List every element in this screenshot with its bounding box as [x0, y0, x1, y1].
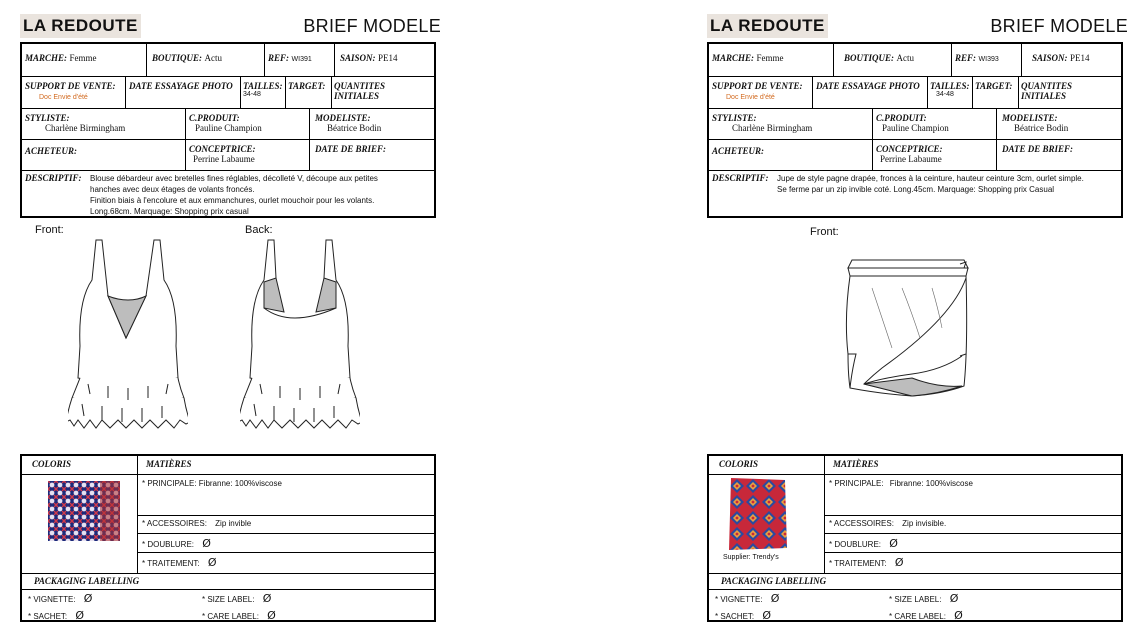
descriptif-line: Finition biais à l'encolure et aux emmanchures, ourlet mouchoir pour les volants. [90, 196, 375, 205]
traitement-value: Ø [207, 556, 217, 569]
traitement-label: * TRAITEMENT: [142, 559, 200, 568]
principale-label: * PRINCIPALE: [142, 479, 197, 488]
matieres-column [138, 456, 434, 573]
quantites-label: QUANTITES INITIALES [1021, 81, 1073, 101]
support-value: Doc Envie d'été [39, 94, 88, 101]
saison-value: PE14 [1070, 53, 1090, 63]
support-cell [709, 77, 813, 109]
target-label: TARGET: [975, 81, 1013, 91]
accessoires-row [829, 519, 946, 528]
modeliste-value: Béatrice Bodin [327, 123, 382, 133]
coloris-label: COLORIS [22, 456, 137, 475]
traitement-value: Ø [894, 556, 904, 569]
quantites-cell [1019, 77, 1121, 109]
accessoires-label: * ACCESSOIRES: [142, 519, 207, 528]
date-photo-cell [813, 77, 928, 109]
support-label: SUPPORT DE VENTE: [712, 81, 803, 91]
marche-value: Femme [756, 53, 784, 63]
descriptif-block [709, 171, 1121, 216]
boutique-cell [834, 44, 952, 77]
styliste-value: Charlène Birmingham [732, 123, 813, 133]
principale-row [829, 479, 973, 488]
conceptrice-cell [873, 140, 997, 171]
quantites-cell [332, 77, 434, 109]
front-label: Front: [810, 226, 839, 238]
care-label-value: Ø [267, 609, 276, 622]
traitement-row [142, 556, 217, 569]
conceptrice-cell [186, 140, 310, 171]
traitement-label: * TRAITEMENT: [829, 559, 887, 568]
coloris-label: COLORIS [709, 456, 824, 475]
principale-value: Fibranne: 100%viscose [198, 479, 282, 488]
brief-sheet-wi393 [707, 0, 1132, 642]
descriptif-label: DESCRIPTIF: [712, 173, 769, 183]
size-label-value: Ø [262, 592, 272, 605]
acheteur-cell [22, 140, 186, 171]
doublure-value: Ø [889, 537, 898, 550]
modeliste-label: MODELISTE: [315, 113, 371, 123]
materials-table [707, 454, 1123, 622]
cproduit-label: C.PRODUIT: [876, 113, 927, 123]
cproduit-cell [873, 109, 997, 140]
coloris-column [709, 456, 825, 573]
care-label-value: Ø [954, 609, 963, 622]
doublure-label: * DOUBLURE: [142, 540, 195, 549]
styliste-cell [709, 109, 873, 140]
date-brief-label: DATE DE BRIEF: [1002, 144, 1074, 154]
front-camisole-sketch [68, 238, 188, 438]
sachet-row [715, 609, 771, 622]
matieres-label: MATIÈRES [138, 456, 434, 475]
ref-label: REF: [268, 53, 290, 63]
coloris-column [22, 456, 138, 573]
quantites-label: QUANTITES INITIALES [334, 81, 386, 101]
accessoires-value: Zip invisible. [902, 519, 947, 528]
principale-row [142, 479, 282, 488]
doublure-row [829, 537, 898, 550]
tailles-cell [928, 77, 973, 109]
doublure-label: * DOUBLURE: [829, 540, 882, 549]
boutique-label: BOUTIQUE: [844, 53, 895, 63]
conceptrice-value: Perrine Labaume [880, 154, 942, 164]
marche-value: Femme [69, 53, 97, 63]
tailles-value: 34-48 [936, 91, 954, 98]
supplier-text: Supplier: Trendy's [723, 554, 779, 561]
accessoires-value: Zip invible [215, 519, 252, 528]
tailles-label: TAILLES: [930, 81, 970, 91]
saison-value: PE14 [378, 53, 398, 63]
ref-cell [265, 44, 335, 77]
vignette-row [715, 592, 779, 605]
vignette-label: * VIGNETTE: [28, 595, 76, 604]
cproduit-label: C.PRODUIT: [189, 113, 240, 123]
acheteur-label: ACHETEUR: [712, 146, 765, 156]
materials-table [20, 454, 436, 622]
boutique-cell [147, 44, 265, 77]
boutique-value: Actu [204, 53, 223, 63]
sheet-title: BRIEF MODELE [990, 16, 1128, 36]
date-brief-label: DATE DE BRIEF: [315, 144, 387, 154]
vignette-row [28, 592, 92, 605]
header-table [20, 42, 436, 218]
sachet-label: * SACHET: [715, 612, 755, 621]
back-label: Back: [245, 224, 273, 236]
vignette-label: * VIGNETTE: [715, 595, 763, 604]
sachet-value: Ø [75, 609, 85, 622]
packaging-label: PACKAGING LABELLING [34, 576, 140, 586]
care-label-row [202, 609, 276, 622]
marche-label: MARCHE: [712, 53, 755, 63]
cproduit-value: Pauline Champion [882, 123, 949, 133]
size-label-label: * SIZE LABEL: [889, 595, 942, 604]
header-table [707, 42, 1123, 218]
brief-sheet-wi391 [20, 0, 445, 642]
care-label-label: * CARE LABEL: [202, 612, 259, 621]
descriptif-label: DESCRIPTIF: [25, 173, 82, 183]
front-skirt-sketch [842, 258, 974, 408]
date-photo-cell [126, 77, 241, 109]
descriptif-block [22, 171, 434, 216]
styliste-label: STYLISTE: [712, 113, 757, 123]
packaging-label: PACKAGING LABELLING [721, 576, 827, 586]
brand-logo: LA REDOUTE [20, 14, 141, 38]
marche-label: MARCHE: [25, 53, 68, 63]
styliste-cell [22, 109, 186, 140]
doublure-value: Ø [202, 537, 211, 550]
support-label: SUPPORT DE VENTE: [25, 81, 116, 91]
styliste-label: STYLISTE: [25, 113, 70, 123]
descriptif-line: hanches avec deux étages de volants froncés. [90, 185, 255, 194]
accessoires-label: * ACCESSOIRES: [829, 519, 894, 528]
size-label-row [889, 592, 958, 605]
principale-label: * PRINCIPALE: [829, 479, 884, 488]
ref-cell [952, 44, 1022, 77]
descriptif-text [777, 173, 1117, 195]
acheteur-cell [709, 140, 873, 171]
ref-label: REF: [955, 53, 977, 63]
principale-value: Fibranne: 100%viscose [889, 479, 973, 488]
vignette-value: Ø [83, 592, 93, 605]
modeliste-cell [310, 109, 434, 140]
marche-cell [22, 44, 147, 77]
traitement-row [829, 556, 904, 569]
size-label-row [202, 592, 271, 605]
saison-label: SAISON: [1032, 53, 1068, 63]
support-value: Doc Envie d'été [726, 94, 775, 101]
saison-cell [335, 44, 434, 77]
saison-cell [1022, 44, 1121, 77]
accessoires-row [142, 519, 251, 528]
styliste-value: Charlène Birmingham [45, 123, 126, 133]
saison-label: SAISON: [340, 53, 376, 63]
care-label-row [889, 609, 963, 622]
tailles-label: TAILLES: [243, 81, 283, 91]
front-label: Front: [35, 224, 64, 236]
doublure-row [142, 537, 211, 550]
tailles-cell [241, 77, 286, 109]
size-label-label: * SIZE LABEL: [202, 595, 255, 604]
conceptrice-label: CONCEPTRICE: [189, 144, 256, 154]
support-cell [22, 77, 126, 109]
cproduit-cell [186, 109, 310, 140]
conceptrice-value: Perrine Labaume [193, 154, 255, 164]
descriptif-line: Jupe de style pagne drapée, fronces à la ceinture, hauteur ceinture 3cm, ourlet simple. [777, 174, 1084, 183]
brand-logo: LA REDOUTE [707, 14, 828, 38]
descriptif-text [90, 173, 430, 217]
tailles-value: 34-48 [243, 91, 261, 98]
marche-cell [709, 44, 834, 77]
boutique-label: BOUTIQUE: [152, 53, 203, 63]
ref-value: WI391 [291, 56, 312, 63]
date-photo-label: DATE ESSAYAGE PHOTO [129, 81, 233, 91]
modeliste-cell [997, 109, 1121, 140]
ref-value: WI393 [978, 56, 999, 63]
target-cell [286, 77, 332, 109]
date-photo-label: DATE ESSAYAGE PHOTO [816, 81, 920, 91]
sachet-label: * SACHET: [28, 612, 68, 621]
date-brief-cell [310, 140, 434, 171]
sheet-title: BRIEF MODELE [303, 16, 441, 36]
acheteur-label: ACHETEUR: [25, 146, 78, 156]
target-cell [973, 77, 1019, 109]
fabric-swatch [48, 481, 120, 541]
target-label: TARGET: [288, 81, 326, 91]
sachet-value: Ø [762, 609, 772, 622]
vignette-value: Ø [770, 592, 780, 605]
matieres-label: MATIÈRES [825, 456, 1121, 475]
modeliste-label: MODELISTE: [1002, 113, 1058, 123]
descriptif-line: Se ferme par un zip invible coté. Long.45cm. Marquage: Shopping prix Casual [777, 185, 1055, 194]
fabric-swatch [729, 478, 787, 550]
descriptif-line: Blouse débardeur avec bretelles fines réglables, décolleté V, découpe aux petites [90, 174, 378, 183]
sachet-row [28, 609, 84, 622]
cproduit-value: Pauline Champion [195, 123, 262, 133]
modeliste-value: Béatrice Bodin [1014, 123, 1069, 133]
boutique-value: Actu [896, 53, 915, 63]
descriptif-line: Long.68cm. Marquage: Shopping prix casual [90, 207, 249, 216]
care-label-label: * CARE LABEL: [889, 612, 946, 621]
conceptrice-label: CONCEPTRICE: [876, 144, 943, 154]
back-camisole-sketch [240, 238, 360, 438]
matieres-column [825, 456, 1121, 573]
size-label-value: Ø [949, 592, 959, 605]
date-brief-cell [997, 140, 1121, 171]
